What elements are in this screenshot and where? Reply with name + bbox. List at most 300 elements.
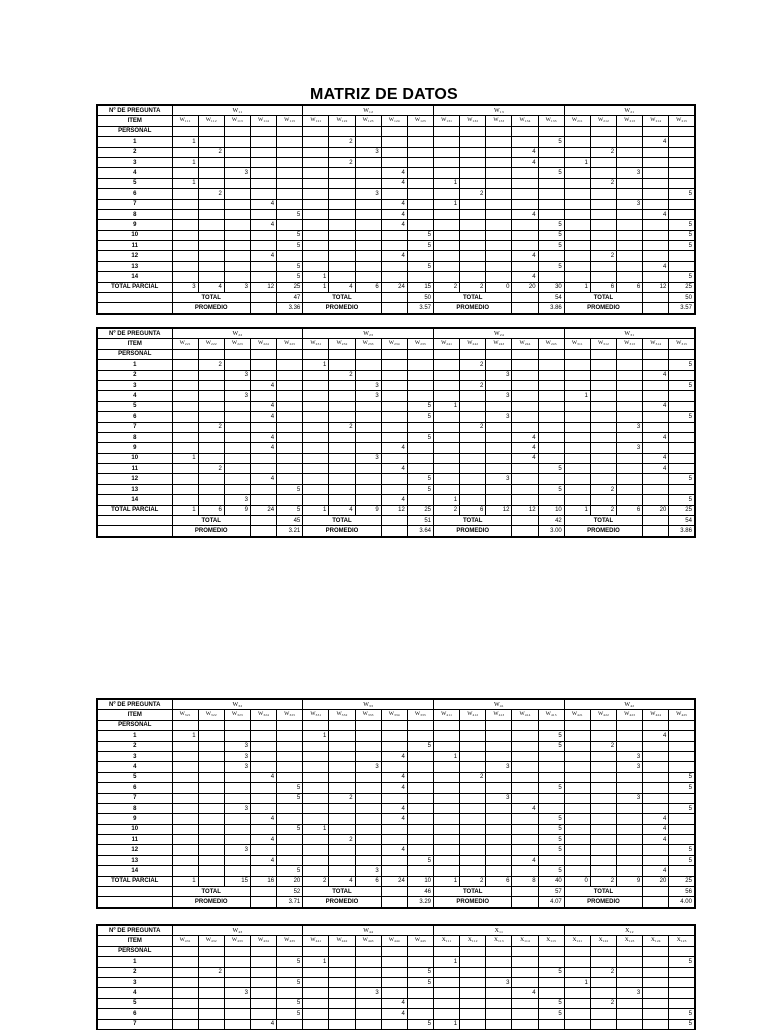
value-cell (617, 464, 643, 474)
value-cell (538, 474, 564, 484)
empty-cell (303, 720, 329, 730)
value-cell (355, 803, 381, 813)
value-cell: 5 (538, 967, 564, 977)
value-cell: 5 (538, 731, 564, 741)
value-cell (669, 209, 695, 219)
value-cell (407, 157, 433, 167)
total-label: TOTAL (303, 293, 381, 303)
value-cell: 5 (277, 866, 303, 876)
value-cell: 5 (538, 464, 564, 474)
value-cell: 5 (277, 783, 303, 793)
value-cell (172, 360, 198, 370)
item-header-row (97, 710, 695, 720)
table-row (97, 835, 695, 845)
sub-item-header: W₃₁₄ (643, 339, 669, 349)
table-row (97, 803, 695, 813)
row-number: 4 (97, 762, 172, 772)
value-cell (329, 751, 355, 761)
value-cell: 5 (538, 814, 564, 824)
value-cell (643, 168, 669, 178)
value-cell: 5 (538, 230, 564, 240)
value-cell: 4 (250, 835, 276, 845)
sub-item-header: W₂₃₂ (329, 339, 355, 349)
value-cell (460, 484, 486, 494)
value-cell (564, 168, 590, 178)
value-cell (564, 178, 590, 188)
value-cell (381, 967, 407, 977)
value-cell (329, 241, 355, 251)
sub-item-header: W₃₁₃ (617, 339, 643, 349)
empty-cell (564, 349, 590, 359)
value-cell (512, 137, 538, 147)
value-cell (407, 137, 433, 147)
value-cell (486, 855, 512, 865)
table-row (97, 432, 695, 442)
value-cell (250, 793, 276, 803)
value-cell (198, 251, 224, 261)
value-cell: 2 (329, 793, 355, 803)
variable-group-header: W₂₃ (303, 328, 434, 339)
value-cell (512, 967, 538, 977)
value-cell (407, 391, 433, 401)
value-cell (277, 220, 303, 230)
value-cell (512, 495, 538, 505)
value-cell (381, 432, 407, 442)
value-cell (381, 977, 407, 987)
value-cell: 4 (381, 495, 407, 505)
value-cell: 4 (512, 443, 538, 453)
partial-total-value: 24 (250, 505, 276, 515)
value-cell (277, 401, 303, 411)
value-cell (329, 432, 355, 442)
value-cell (407, 866, 433, 876)
value-cell (381, 793, 407, 803)
partial-total-value: 6 (617, 505, 643, 515)
value-cell (538, 272, 564, 282)
value-cell: 2 (460, 422, 486, 432)
sub-item-header: X₁₁₅ (538, 936, 564, 946)
value-cell: 4 (250, 199, 276, 209)
value-cell: 4 (250, 380, 276, 390)
table-row (97, 443, 695, 453)
value-cell (460, 1019, 486, 1029)
value-cell (198, 443, 224, 453)
value-cell (250, 495, 276, 505)
value-cell (669, 988, 695, 998)
value-cell (198, 988, 224, 998)
row-number: 4 (97, 988, 172, 998)
value-cell (460, 793, 486, 803)
value-cell (381, 762, 407, 772)
value-cell: 5 (669, 380, 695, 390)
empty-cell (460, 720, 486, 730)
sub-item-header: W₃₁₂ (590, 339, 616, 349)
value-cell: 5 (538, 783, 564, 793)
value-cell (172, 391, 198, 401)
value-cell (224, 793, 250, 803)
value-cell (617, 1009, 643, 1019)
value-cell: 4 (381, 443, 407, 453)
item-label: ITEM (97, 116, 172, 126)
value-cell (538, 803, 564, 813)
row-number: 9 (97, 814, 172, 824)
empty-cell (617, 126, 643, 136)
value-cell (512, 814, 538, 824)
value-cell: 5 (407, 855, 433, 865)
value-cell (224, 835, 250, 845)
value-cell (669, 824, 695, 834)
average-value: 4.00 (669, 897, 695, 908)
value-cell (198, 401, 224, 411)
value-cell (381, 866, 407, 876)
row-number: 3 (97, 157, 172, 167)
value-cell: 2 (590, 998, 616, 1008)
value-cell: 4 (381, 178, 407, 188)
value-cell (643, 360, 669, 370)
table-row (97, 783, 695, 793)
row-number: 4 (97, 391, 172, 401)
empty-cell (590, 720, 616, 730)
value-cell: 4 (381, 772, 407, 782)
value-cell: 5 (669, 189, 695, 199)
value-cell (643, 380, 669, 390)
value-cell (434, 412, 460, 422)
value-cell (172, 1019, 198, 1029)
value-cell (617, 401, 643, 411)
value-cell (381, 988, 407, 998)
value-cell: 1 (303, 272, 329, 282)
row-number: 13 (97, 261, 172, 271)
table-row (97, 1019, 695, 1029)
value-cell (643, 251, 669, 261)
value-cell (172, 272, 198, 282)
value-cell (329, 230, 355, 240)
partial-total-value: 2 (460, 876, 486, 886)
value-cell (643, 988, 669, 998)
data-matrix-table (96, 327, 696, 538)
value-cell: 4 (512, 147, 538, 157)
value-cell (460, 137, 486, 147)
sub-item-header: W₁₁₅ (277, 116, 303, 126)
average-value: 3.36 (277, 303, 303, 314)
value-cell: 4 (512, 251, 538, 261)
value-cell (407, 209, 433, 219)
value-cell: 3 (617, 988, 643, 998)
value-cell (617, 178, 643, 188)
value-cell (643, 391, 669, 401)
value-cell (250, 988, 276, 998)
value-cell (512, 360, 538, 370)
empty-cell (564, 946, 590, 956)
value-cell (617, 391, 643, 401)
value-cell (669, 261, 695, 271)
value-cell: 1 (303, 824, 329, 834)
sub-item-header: W₁₁₃ (224, 116, 250, 126)
total-value: 45 (277, 516, 303, 526)
value-cell (407, 762, 433, 772)
sub-item-header: W₄₃₃ (224, 936, 250, 946)
value-cell (669, 168, 695, 178)
value-cell (564, 199, 590, 209)
value-cell (590, 360, 616, 370)
value-cell (486, 199, 512, 209)
value-cell (460, 230, 486, 240)
partial-total-value: 1 (564, 282, 590, 292)
value-cell: 5 (407, 230, 433, 240)
question-number-label: Nº DE PREGUNTA (97, 699, 172, 710)
value-cell (172, 380, 198, 390)
value-cell (564, 957, 590, 967)
value-cell (617, 1019, 643, 1029)
value-cell (434, 453, 460, 463)
variable-group-header: W₃₃ (303, 699, 434, 710)
value-cell (564, 401, 590, 411)
sub-item-header: W₄₁₁ (434, 710, 460, 720)
value-cell (538, 199, 564, 209)
value-cell (460, 1009, 486, 1019)
value-cell (250, 783, 276, 793)
value-cell (564, 783, 590, 793)
value-cell: 5 (407, 401, 433, 411)
empty-cell (590, 126, 616, 136)
value-cell (512, 824, 538, 834)
value-cell (669, 998, 695, 1008)
value-cell (669, 741, 695, 751)
value-cell (355, 251, 381, 261)
empty-cell (643, 897, 669, 908)
empty-cell (512, 126, 538, 136)
value-cell (512, 412, 538, 422)
value-cell (669, 793, 695, 803)
value-cell (224, 957, 250, 967)
value-cell (643, 241, 669, 251)
partial-total-value: 3 (224, 282, 250, 292)
partial-total-value: 2 (434, 505, 460, 515)
sub-item-header: W₁₃₂ (460, 116, 486, 126)
value-cell (329, 484, 355, 494)
table-row (97, 199, 695, 209)
value-cell (669, 147, 695, 157)
total-row (97, 887, 695, 897)
partial-total-value: 2 (303, 876, 329, 886)
average-value: 3.64 (407, 526, 433, 537)
value-cell: 4 (250, 855, 276, 865)
empty-cell (434, 349, 460, 359)
value-cell (381, 412, 407, 422)
value-cell (512, 370, 538, 380)
partial-total-value: 8 (512, 876, 538, 886)
value-cell (303, 230, 329, 240)
sub-item-header: W₂₂₅ (277, 339, 303, 349)
value-cell (564, 241, 590, 251)
partial-total-value: 9 (617, 876, 643, 886)
value-cell (277, 137, 303, 147)
value-cell: 5 (538, 261, 564, 271)
total-label: TOTAL (434, 516, 512, 526)
value-cell (407, 189, 433, 199)
value-cell (277, 178, 303, 188)
value-cell (460, 241, 486, 251)
value-cell: 2 (460, 189, 486, 199)
row-number: 13 (97, 484, 172, 494)
empty-cell (224, 720, 250, 730)
value-cell (329, 988, 355, 998)
value-cell: 5 (538, 835, 564, 845)
value-cell (460, 967, 486, 977)
table-row (97, 772, 695, 782)
value-cell (590, 814, 616, 824)
value-cell: 5 (538, 1009, 564, 1019)
value-cell: 5 (538, 137, 564, 147)
partial-total-value: 6 (460, 505, 486, 515)
total-label: TOTAL (172, 293, 250, 303)
value-cell: 2 (329, 422, 355, 432)
value-cell (617, 731, 643, 741)
value-cell (643, 751, 669, 761)
value-cell (198, 814, 224, 824)
data-matrix-table (96, 104, 696, 315)
value-cell (355, 741, 381, 751)
value-cell (617, 783, 643, 793)
row-number: 3 (97, 751, 172, 761)
value-cell (460, 988, 486, 998)
value-cell (434, 783, 460, 793)
value-cell: 2 (198, 464, 224, 474)
value-cell (564, 189, 590, 199)
value-cell: 3 (486, 474, 512, 484)
value-cell (224, 272, 250, 282)
value-cell: 2 (329, 370, 355, 380)
value-cell: 3 (355, 988, 381, 998)
value-cell (669, 157, 695, 167)
empty-cell (564, 126, 590, 136)
value-cell (538, 157, 564, 167)
table-row (97, 484, 695, 494)
value-cell (303, 484, 329, 494)
value-cell: 5 (407, 741, 433, 751)
partial-total-row (97, 282, 695, 292)
item-label: ITEM (97, 339, 172, 349)
value-cell (486, 261, 512, 271)
value-cell (460, 474, 486, 484)
value-cell (407, 793, 433, 803)
value-cell (590, 783, 616, 793)
value-cell (460, 178, 486, 188)
value-cell (643, 998, 669, 1008)
value-cell (617, 998, 643, 1008)
value-cell (617, 370, 643, 380)
value-cell (512, 793, 538, 803)
value-cell (198, 137, 224, 147)
value-cell (512, 957, 538, 967)
sub-item-header: W₂₂₂ (198, 339, 224, 349)
value-cell: 3 (355, 147, 381, 157)
value-cell: 4 (381, 998, 407, 1008)
value-cell (486, 157, 512, 167)
empty-cell (97, 516, 172, 526)
average-label: PROMEDIO (303, 897, 381, 908)
total-label: TOTAL (303, 516, 381, 526)
value-cell (224, 783, 250, 793)
value-cell (669, 866, 695, 876)
value-cell (250, 484, 276, 494)
partial-total-value: 16 (250, 876, 276, 886)
sub-item-header: W₄₁₄ (512, 710, 538, 720)
value-cell (277, 453, 303, 463)
value-cell (329, 272, 355, 282)
value-cell (329, 261, 355, 271)
value-cell (355, 824, 381, 834)
value-cell (538, 380, 564, 390)
value-cell (643, 855, 669, 865)
value-cell (303, 157, 329, 167)
value-cell: 2 (460, 360, 486, 370)
partial-total-value: 25 (277, 282, 303, 292)
value-cell (250, 370, 276, 380)
sub-item-header: W₃₂₂ (198, 710, 224, 720)
value-cell (224, 422, 250, 432)
sub-item-header: W₁₁₁ (172, 116, 198, 126)
value-cell (329, 199, 355, 209)
value-cell (538, 453, 564, 463)
value-cell (617, 261, 643, 271)
sub-item-header: X₁₂₃ (617, 936, 643, 946)
value-cell: 1 (434, 1019, 460, 1029)
partial-total-value: 2 (590, 876, 616, 886)
value-cell (303, 793, 329, 803)
sub-item-header: W₁₂₃ (355, 116, 381, 126)
value-cell: 1 (172, 178, 198, 188)
value-cell (172, 220, 198, 230)
variable-group-header: W₃₂ (172, 699, 303, 710)
total-value: 56 (669, 887, 695, 897)
value-cell: 5 (407, 484, 433, 494)
value-cell: 2 (460, 380, 486, 390)
value-cell (590, 261, 616, 271)
table-row (97, 251, 695, 261)
value-cell (434, 422, 460, 432)
value-cell: 3 (486, 762, 512, 772)
value-cell (198, 731, 224, 741)
value-cell: 4 (643, 464, 669, 474)
empty-cell (564, 720, 590, 730)
value-cell (564, 464, 590, 474)
value-cell (434, 147, 460, 157)
value-cell (355, 855, 381, 865)
value-cell (329, 412, 355, 422)
value-cell (303, 1019, 329, 1029)
value-cell (172, 855, 198, 865)
value-cell: 1 (434, 751, 460, 761)
value-cell (434, 370, 460, 380)
sub-item-header: W₃₃₄ (381, 710, 407, 720)
total-label: TOTAL (303, 887, 381, 897)
value-cell (590, 220, 616, 230)
value-cell (172, 484, 198, 494)
value-cell (355, 261, 381, 271)
sub-item-header: W₁₁₄ (250, 116, 276, 126)
value-cell (198, 803, 224, 813)
partial-total-value: 10 (407, 876, 433, 886)
sub-item-header: W₃₁₅ (669, 339, 695, 349)
value-cell (643, 1009, 669, 1019)
value-cell (198, 241, 224, 251)
value-cell (303, 453, 329, 463)
value-cell (250, 137, 276, 147)
value-cell (198, 762, 224, 772)
value-cell: 5 (669, 412, 695, 422)
value-cell (172, 370, 198, 380)
